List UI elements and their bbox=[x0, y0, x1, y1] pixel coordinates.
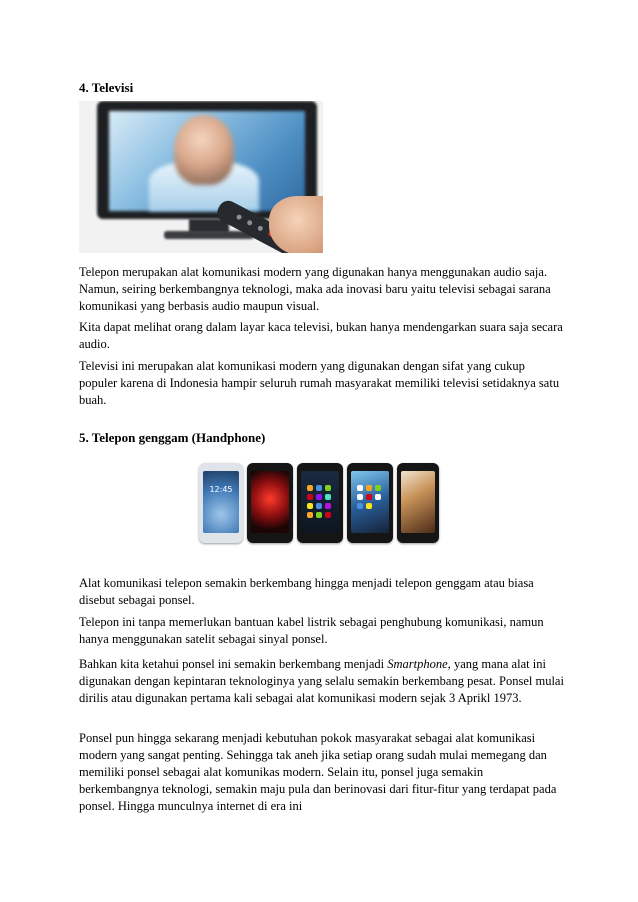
handphone-paragraph-1: Alat komunikasi telepon semakin berkembang hingga menjadi telepon genggam atau biasa disebut sebagai ponsel. bbox=[79, 576, 534, 607]
section-title-handphone: 5. Telepon genggam (Handphone) bbox=[79, 430, 266, 445]
handphone-paragraph-4: Ponsel pun hingga sekarang menjadi kebutuhan pokok masyarakat sebagai alat komunikasi modern yang sangat penting. Sehingga tak aneh jika setiap orang sudah mulai memegang dan memiliki ponsel sebagai alat komunikas modern. Selain itu, ponsel juga semakin berkembangnya teknologi, semakin maju pula dan berinovasi dari fitur-fitur yang terdapat pada ponsel. Hingga munculnya internet di era ini bbox=[79, 731, 557, 813]
handphone-paragraph-3: Bahkan kita ketahui ponsel ini semakin berkembang menjadi Smartphone, yang mana alat ini digunakan dengan kepintaran teknologinya yang selalu semakin berkembang pesat. Ponsel mulai dirilis atau digunakan pertama kali sebagai alat komunikasi modern sejak 3 Aprikl 1973. bbox=[79, 657, 564, 705]
smartphone-emphasis: Smartphone, bbox=[387, 657, 451, 671]
televisi-paragraph-2: Kita dapat melihat orang dalam layar kaca televisi, bukan hanya mendengarkan suara saja secara audio. bbox=[79, 320, 563, 351]
section-title-televisi: 4. Televisi bbox=[79, 80, 134, 95]
handphone-paragraph-2: Telepon ini tanpa memerlukan bantuan kabel listrik sebagai penghubung komunikasi, namun hanya menggunakan satelit sebagai sinyal ponsel. bbox=[79, 615, 544, 646]
television-image bbox=[79, 101, 323, 253]
handphones-image bbox=[195, 457, 441, 547]
televisi-paragraph-3: Televisi ini merupakan alat komunikasi modern yang digunakan dengan sifat yang cukup populer karena di Indonesia hampir seluruh rumah masyarakat memiliki televisi setidaknya satu buah. bbox=[79, 359, 560, 407]
televisi-paragraph-1: Telepon merupakan alat komunikasi modern yang digunakan hanya menggunakan audio saja. Namun, seiring berkembangnya teknologi, maka ada inovasi baru yaitu televisi sebagai sarana komunikasi yang berbasis audio maupun visual. bbox=[79, 265, 551, 313]
phone-clock: 12:45 bbox=[209, 485, 233, 494]
